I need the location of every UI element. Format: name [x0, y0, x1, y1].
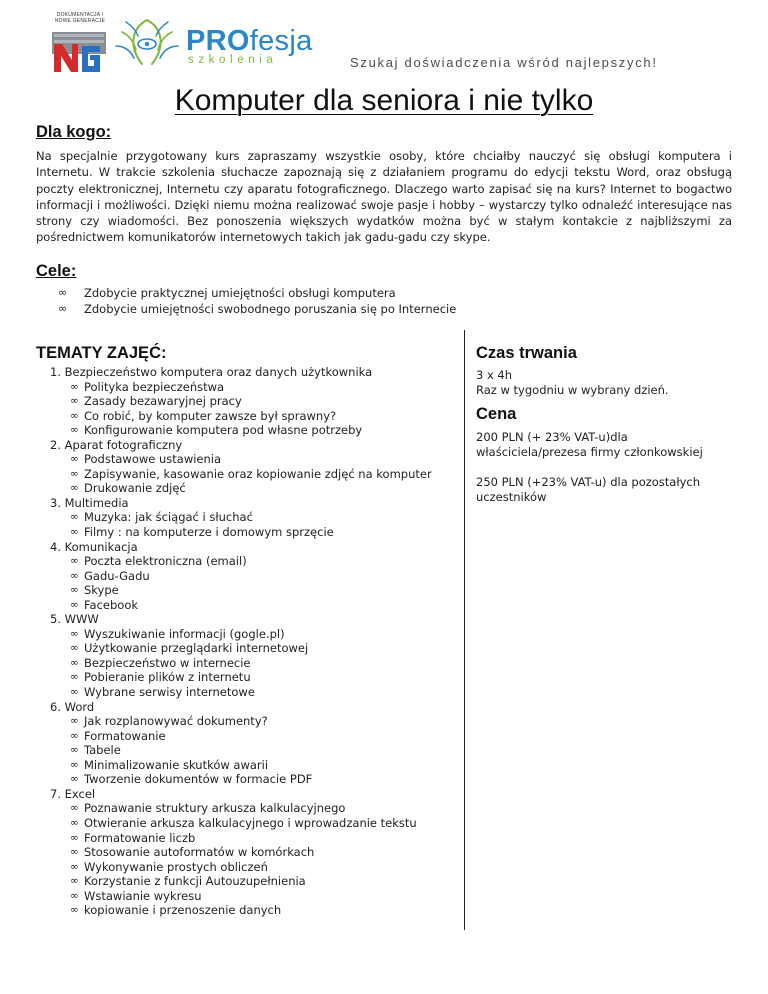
list-item [50, 903, 460, 918]
topic-item-text: Korzystanie z funkcji Autouzupełnienia [84, 874, 306, 889]
bullet-icon: ∞ [70, 511, 79, 524]
duration-section [476, 344, 736, 398]
bullet-icon: ∞ [70, 875, 79, 888]
list-item [50, 641, 460, 656]
goal-text: Zdobycie praktycznej umiejętności obsługi komputera [84, 286, 396, 300]
bullet-icon: ∞ [70, 395, 79, 408]
bullet-icon: ∞ [70, 889, 79, 902]
topic-item-text: Formatowanie liczb [84, 830, 196, 845]
list-item [50, 845, 460, 860]
topic-item-text: Formatowanie [84, 728, 166, 743]
topic-item-text: Skype [84, 583, 119, 598]
topic-item-text: Wybrane serwisy internetowe [84, 685, 255, 700]
topic-item-text: Konfigurowanie komputera pod własne potrzeby [84, 423, 363, 438]
topic-section-title: 5. WWW [50, 612, 99, 627]
bullet-icon: ∞ [70, 744, 79, 757]
bullet-icon: ∞ [70, 598, 79, 611]
brand-pro: PRO [186, 25, 250, 57]
list-item [50, 874, 460, 889]
list-item [50, 380, 460, 395]
list-item [50, 510, 460, 525]
list-item [50, 743, 460, 758]
bullet-icon: ∞ [70, 758, 79, 771]
topic-item-text: Wykonywanie prostych obliczeń [84, 859, 268, 874]
topic-section-title: 4. Komunikacja [50, 539, 138, 554]
bullet-icon: ∞ [70, 424, 79, 437]
list-item [50, 860, 460, 875]
topic-item-text: Jak rozplanowywać dokumenty? [84, 714, 268, 729]
topic-section-title: 3. Multimedia [50, 495, 129, 510]
topic-item-text: Otwieranie arkusza kalkulacyjnego i wprowadzanie tekstu [84, 815, 417, 830]
topic-item-text: kopiowanie i przenoszenie danych [84, 903, 282, 918]
list-item [58, 301, 456, 317]
document-title: Komputer dla seniora i nie tylko [174, 84, 594, 117]
topic-item-text: Filmy : na komputerze i domowym sprzęcie [84, 525, 334, 540]
bullet-icon: ∞ [70, 526, 79, 539]
brand-fesja: fesja [249, 25, 313, 57]
topic-item-text: Zasady bezawaryjnej pracy [84, 394, 242, 409]
leaf-eye-logo-icon [112, 14, 182, 70]
topic-item-text: Podstawowe ustawienia [84, 452, 222, 467]
profesja-logo-wordmark [186, 26, 313, 56]
bullet-icon: ∞ [70, 380, 79, 393]
bullet-icon: ∞ [58, 302, 68, 315]
profesja-logo [186, 26, 313, 66]
topic-section [50, 438, 460, 496]
topics-heading: TEMATY ZAJĘĆ: [36, 344, 167, 362]
list-item [50, 772, 460, 787]
topic-section [50, 612, 460, 699]
price-option-1: 200 PLN (+ 23% VAT-u)dla właściciela/prezesa firmy członkowskiej [476, 430, 703, 459]
topic-item-text: Zapisywanie, kasowanie oraz kopiowanie zdjęć na komputer [84, 466, 432, 481]
topic-section [50, 540, 460, 613]
bullet-icon: ∞ [70, 555, 79, 568]
bullet-icon: ∞ [70, 453, 79, 466]
list-item [50, 423, 460, 438]
goal-text: Zdobycie umiejętności swobodnego poruszania się po Internecie [84, 302, 457, 316]
bullet-icon: ∞ [70, 773, 79, 786]
list-item [50, 409, 460, 424]
ng-logo-text: DOKUMENTACJA I NOWE GENERACJE [54, 12, 106, 24]
bullet-icon: ∞ [70, 584, 79, 597]
list-item [50, 831, 460, 846]
topic-item-text: Drukowanie zdjęć [84, 481, 186, 496]
audience-heading: Dla kogo: [36, 123, 112, 141]
bullet-icon: ∞ [70, 409, 79, 422]
topic-item-text: Poczta elektroniczna (email) [84, 554, 247, 569]
list-item [50, 481, 460, 496]
topic-item-text: Minimalizowanie skutków awarii [84, 757, 269, 772]
list-item [58, 285, 456, 301]
bullet-icon: ∞ [58, 286, 68, 299]
ng-logo-icon [50, 26, 110, 74]
bullet-icon: ∞ [70, 686, 79, 699]
list-item [50, 467, 460, 482]
duration-line-2: Raz w tygodniu w wybrany dzień. [476, 383, 669, 397]
list-item [50, 801, 460, 816]
list-item [50, 714, 460, 729]
topic-item-text: Pobieranie plików z internetu [84, 670, 251, 685]
topic-item-text: Co robić, by komputer zawsze był sprawny? [84, 408, 337, 423]
topic-section [50, 496, 460, 540]
list-item [50, 598, 460, 613]
list-item [50, 889, 460, 904]
list-item [50, 816, 460, 831]
list-item [50, 685, 460, 700]
topic-section-title: 2. Aparat fotograficzny [50, 437, 183, 452]
topic-item-text: Muzyka: jak ściągać i słuchać [84, 510, 253, 525]
topic-section-title: 1. Bezpieczeństwo komputera oraz danych użytkownika [50, 365, 373, 379]
topic-item-text: Poznawanie struktury arkusza kalkulacyjnego [84, 801, 346, 816]
topic-item-text: Użytkowanie przeglądarki internetowej [84, 641, 309, 656]
brand-sub: szkolenia [188, 54, 278, 66]
list-item [50, 670, 460, 685]
bullet-icon: ∞ [70, 467, 79, 480]
list-item [50, 656, 460, 671]
bullet-icon: ∞ [70, 802, 79, 815]
topic-item-text: Tworzenie dokumentów w formacie PDF [84, 772, 313, 787]
bullet-icon: ∞ [70, 482, 79, 495]
topic-item-text: Stosowanie autoformatów w komórkach [84, 845, 315, 860]
list-item [50, 583, 460, 598]
list-item [50, 452, 460, 467]
topic-section-title: 6. Word [50, 699, 95, 714]
topic-item-text: Facebook [84, 597, 139, 612]
bullet-icon: ∞ [70, 816, 79, 829]
list-item [50, 569, 460, 584]
bullet-icon: ∞ [70, 671, 79, 684]
topic-item-text: Wyszukiwanie informacji (gogle.pl) [84, 626, 285, 641]
topic-section [50, 787, 460, 918]
ng-logo [50, 12, 110, 74]
topic-item-text: Gadu-Gadu [84, 568, 150, 583]
duration-line-1: 3 x 4h [476, 368, 513, 382]
bullet-icon: ∞ [70, 715, 79, 728]
list-item [50, 394, 460, 409]
goals-heading: Cele: [36, 262, 77, 280]
price-section [476, 405, 736, 505]
column-divider [464, 330, 465, 930]
topic-section [50, 700, 460, 787]
topic-item-text: Bezpieczeństwo w internecie [84, 655, 251, 670]
bullet-icon: ∞ [70, 729, 79, 742]
bullet-icon: ∞ [70, 846, 79, 859]
topic-item-text: Wstawianie wykresu [84, 888, 202, 903]
list-item [50, 525, 460, 540]
duration-heading: Czas trwania [476, 344, 577, 362]
bullet-icon: ∞ [70, 656, 79, 669]
list-item [50, 758, 460, 773]
bullet-icon: ∞ [70, 642, 79, 655]
topic-section-title: 7. Excel [50, 786, 96, 801]
topic-item-text: Tabele [84, 743, 121, 758]
audience-text: Na specjalnie przygotowany kurs zapraszamy wszystkie osoby, które chciałby nauczyć się obsługi komputera i Internetu. W trakcie szkolenia słuchacze zapoznają się z działaniem programu do edycji tekstu Word, oraz obsługą poczty elektronicznej, Internetu czy aparatu fotograficznego. Dlaczego warto zapisać się na kurs? Internet to bogactwo informacji i możliwości. Dzięki niemu można realizować swoje pasje i hobby – wystarczy tylko odnaleźć interesujące nas strony czy wiadomości. Bez ponoszenia większych wydatków można być w stałym kontakcie z najbliższymi za pośrednictwem komunikatorów internetowych takich jak gadu-gadu czy skype. [36, 149, 732, 245]
goals-list [58, 285, 456, 317]
topic-section [50, 365, 460, 438]
topics-list [50, 365, 460, 918]
bullet-icon: ∞ [70, 904, 79, 917]
tagline: Szukaj doświadczenia wśród najlepszych! [350, 55, 658, 70]
list-item [50, 554, 460, 569]
bullet-icon: ∞ [70, 831, 79, 844]
list-item [50, 729, 460, 744]
topic-item-text: Polityka bezpieczeństwa [84, 379, 225, 394]
bullet-icon: ∞ [70, 627, 79, 640]
bullet-icon: ∞ [70, 860, 79, 873]
price-option-2: 250 PLN (+23% VAT-u) dla pozostałych uczestników [476, 475, 701, 504]
bullet-icon: ∞ [70, 569, 79, 582]
price-heading: Cena [476, 405, 517, 423]
list-item [50, 627, 460, 642]
